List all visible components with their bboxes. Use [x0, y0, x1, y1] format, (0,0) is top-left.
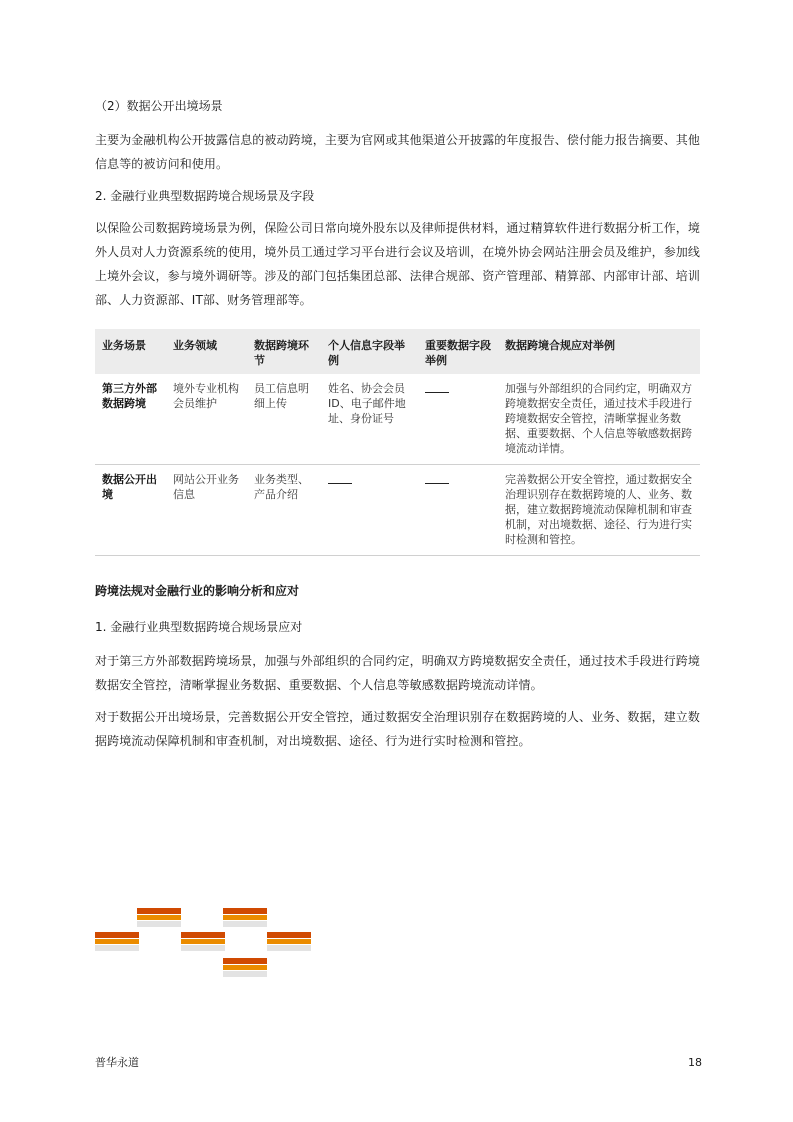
subheading-typical-scenarios: 2. 金融行业典型数据跨境合规场景及字段 — [95, 189, 315, 203]
pattern-block — [223, 908, 267, 926]
table-cell-personal: 姓名、协会会员ID、电子邮件地址、身份证号 — [321, 374, 418, 465]
compliance-table — [95, 329, 700, 556]
table-cell-response: 加强与外部组织的合同约定，明确双方跨境数据安全责任，通过技术手段进行跨境数据安全管控，清晰掌握业务数据、重要数据、个人信息等敏感数据跨境流动详情。 — [498, 374, 700, 465]
pattern-block — [267, 932, 311, 950]
table-header-cell: 业务场景 — [95, 329, 166, 374]
table-cell-important — [418, 374, 498, 465]
paragraph-third-party-response: 对于第三方外部数据跨境场景，加强与外部组织的合同约定，明确双方跨境数据安全责任，通过技术手段进行跨境数据安全管控，清晰掌握业务数据、重要数据、个人信息等敏感数据跨境流动详情。 — [95, 654, 701, 692]
paragraph-insurance-example: 以保险公司数据跨境场景为例，保险公司日常向境外股东以及律师提供材料，通过精算软件进行数据分析工作，境外人员对人力资源系统的使用，境外员工通过学习平台进行会议及培训，在境外协会网站注册会员及维护，参加线上境外会议，参与境外调研等。涉及的部门包括集团总部、法律合规部、资产管理部、精算部、内部审计部、培训部、人力资源部、IT部、财务管理部等。 — [95, 221, 701, 307]
table-row — [95, 374, 700, 465]
pattern-block — [223, 958, 267, 976]
table-header-cell: 数据跨境合规应对举例 — [498, 329, 700, 374]
pattern-block — [181, 932, 225, 950]
table-cell-stage: 业务类型、产品介绍 — [247, 465, 321, 556]
dash-mark — [425, 483, 449, 484]
table-cell-domain: 网站公开业务信息 — [166, 465, 247, 556]
page-number: 18 — [688, 1056, 702, 1069]
table-cell-response: 完善数据公开安全管控，通过数据安全治理识别存在数据跨境的人、业务、数据，建立数据跨境流动保障机制和审查机制，对出境数据、途径、行为进行实时检测和管控。 — [498, 465, 700, 556]
paragraph-public-export: 主要为金融机构公开披露信息的被动跨境，主要为官网或其他渠道公开披露的年度报告、偿付能力报告摘要、其他信息等的被访问和使用。 — [95, 133, 701, 171]
subheading-public-export: （2）数据公开出境场景 — [95, 99, 223, 113]
table-row — [95, 465, 700, 556]
footer-brand: 普华永道 — [95, 1056, 139, 1069]
decorative-pattern — [95, 908, 315, 988]
pattern-block — [95, 932, 139, 950]
pattern-block — [137, 908, 181, 926]
table-header-cell: 数据跨境环节 — [247, 329, 321, 374]
table-cell-stage: 员工信息明细上传 — [247, 374, 321, 465]
paragraph-public-response: 对于数据公开出境场景，完善数据公开安全管控，通过数据安全治理识别存在数据跨境的人、业务、数据，建立数据跨境流动保障机制和审查机制，对出境数据、途径、行为进行实时检测和管控。 — [95, 710, 701, 748]
table-header-cell: 个人信息字段举例 — [321, 329, 418, 374]
section-title: 跨境法规对金融行业的影响分析和应对 — [95, 584, 300, 598]
table-cell-scene: 数据公开出境 — [95, 465, 166, 556]
table-cell-domain: 境外专业机构会员维护 — [166, 374, 247, 465]
table-header-cell: 重要数据字段举例 — [418, 329, 498, 374]
table-cell-personal — [321, 465, 418, 556]
table-header-cell: 业务领域 — [166, 329, 247, 374]
table-header-row — [95, 329, 700, 374]
dash-mark — [425, 392, 449, 393]
subheading-response: 1. 金融行业典型数据跨境合规场景应对 — [95, 620, 303, 634]
table-cell-important — [418, 465, 498, 556]
table-cell-scene: 第三方外部数据跨境 — [95, 374, 166, 465]
dash-mark — [328, 483, 352, 484]
